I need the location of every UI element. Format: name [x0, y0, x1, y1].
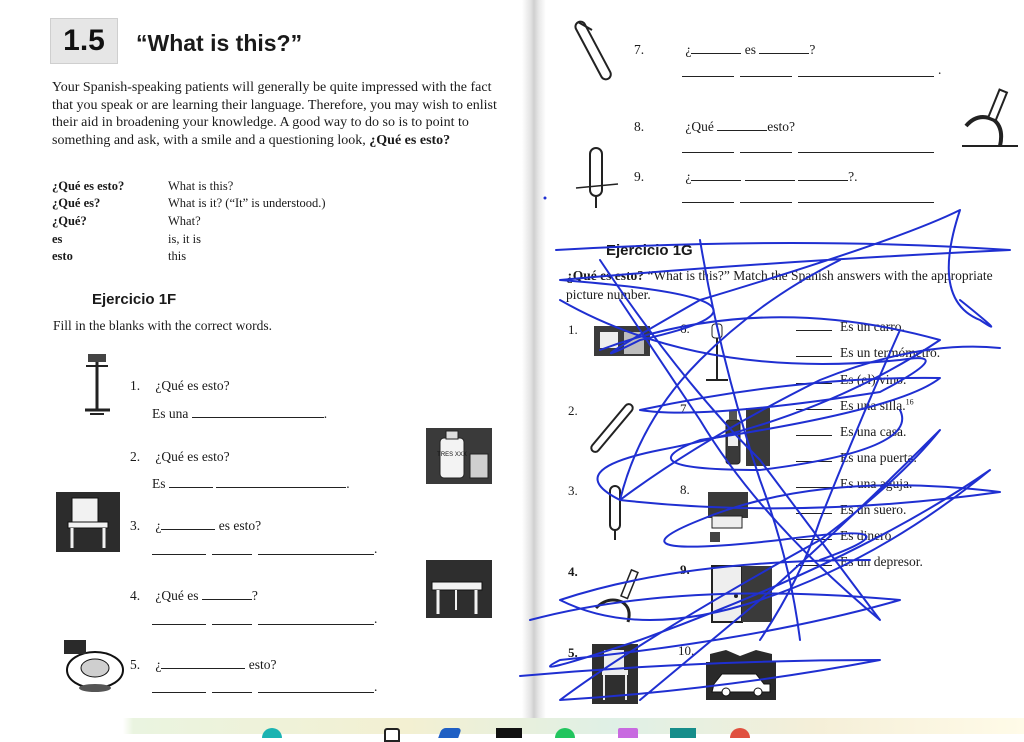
picture-number: 4. [568, 564, 578, 579]
q8-number: 8. [634, 119, 645, 134]
q2-end: . [346, 476, 350, 491]
q2-text: ¿Qué es esto? [155, 449, 230, 464]
scribble-strokes [520, 210, 1010, 700]
ink-dot [544, 197, 547, 200]
q3-suffix: es esto? [218, 518, 262, 533]
vocab-term: es [52, 232, 63, 246]
scribble-stroke [556, 210, 1010, 353]
q5-suffix: esto? [248, 657, 277, 672]
q2-number: 2. [130, 449, 141, 464]
answer-text: Es un depresor. [840, 554, 923, 569]
q4-end: . [374, 611, 378, 626]
vocab-term: esto [52, 249, 73, 263]
purple-square-icon[interactable] [618, 728, 638, 738]
answer-text: Es un suero. [840, 502, 907, 517]
q9-prefix: ¿ [685, 169, 692, 184]
picture-number: 3. [568, 483, 578, 498]
scribble-stroke [560, 300, 940, 470]
picture-number: 8. [680, 482, 690, 497]
picture-number: 10. [678, 643, 695, 658]
answer-text: Es dinero [840, 528, 892, 543]
vocab-meaning: What is it? (“It” is understood.) [168, 196, 326, 210]
q1-answer-prefix: Es una [152, 406, 189, 421]
picture-number: 5. [568, 645, 578, 660]
picture-number: 6. [680, 321, 690, 336]
picture-number: 7. [680, 401, 690, 416]
q5-end: . [374, 679, 378, 694]
section-title: “What is this?” [136, 30, 303, 56]
answer-text: Es un carro. [840, 319, 905, 334]
answer-text: Es una puerta. [840, 450, 917, 465]
picture-number: 9. [680, 562, 690, 577]
intro-question: ¿Qué es esto? [369, 132, 451, 148]
section-number: 1.5 [50, 18, 118, 64]
vocab-meaning: What? [168, 214, 201, 228]
q4-number: 4. [130, 588, 141, 603]
q8-suffix: esto? [767, 119, 795, 134]
q4-prefix: ¿Qué es [155, 588, 199, 603]
bottle-label: TRES XXX [437, 452, 467, 458]
q7-prefix: ¿ [685, 42, 692, 57]
exercise-1f-instruction: Fill in the blanks with the correct words. [53, 318, 272, 333]
q7-end: . [938, 62, 942, 77]
q1-text: ¿Qué es esto? [155, 378, 230, 393]
q1-end: . [323, 406, 328, 421]
q3-number: 3. [130, 518, 141, 533]
q9-suffix: ?. [848, 169, 858, 184]
q9-number: 9. [634, 169, 645, 184]
answer-text: Es un termómetro. [840, 345, 941, 360]
q5-number: 5. [130, 657, 141, 672]
q7-suffix: ? [809, 42, 816, 57]
q3-prefix: ¿ [155, 518, 162, 533]
vocab-term: ¿Qué? [52, 214, 87, 228]
answer-text: Es una silla. [840, 398, 906, 413]
exercise-1g-question: ¿Qué es esto? [566, 268, 644, 283]
black-square-icon[interactable] [496, 728, 522, 738]
q7-mid: es [744, 42, 756, 57]
q7-number: 7. [634, 42, 645, 57]
q2-answer-prefix: Es [152, 476, 166, 491]
q1-number: 1. [130, 378, 141, 393]
answer-footnote: 16 [905, 397, 914, 407]
phone-icon[interactable] [384, 728, 400, 742]
q3-end: . [374, 541, 378, 556]
answer-text: Es (el) vino. [840, 372, 907, 387]
vocab-meaning: this [168, 249, 187, 263]
q4-suffix: ? [251, 588, 258, 603]
answer-text: Es una casa. [840, 424, 907, 439]
exercise-1f-heading: Ejercicio 1F [92, 291, 177, 308]
vocab-meaning: What is this? [168, 179, 234, 193]
answer-text: Es una aguja. [840, 476, 913, 491]
exercise-1g-instruction-text: “What is this?” Match the Spanish answers with the appropriate picture number. [566, 268, 993, 302]
picture-number: 1. [568, 322, 578, 337]
blue-diamond-icon[interactable] [438, 728, 462, 738]
picture-number: 2. [568, 403, 578, 418]
vocab-meaning: is, it is [168, 232, 201, 246]
vocab-term: ¿Qué es? [52, 196, 101, 210]
q8-prefix: ¿Qué [685, 119, 714, 134]
intro-text: Your Spanish-speaking patients will generally be quite impressed with the fact that you speak or are learning their language. Therefore, you may wish to enlist their aid in broadening your knowledge. A good way to do so is to point to something and ask, with a smile and a questioning look, [52, 80, 497, 148]
exercise-1g-heading: Ejercicio 1G [606, 242, 693, 259]
scribble-stroke [598, 317, 1001, 560]
teal-square-icon[interactable] [670, 728, 696, 738]
vocab-term: ¿Qué es esto? [52, 179, 125, 193]
q5-prefix: ¿ [155, 657, 162, 672]
